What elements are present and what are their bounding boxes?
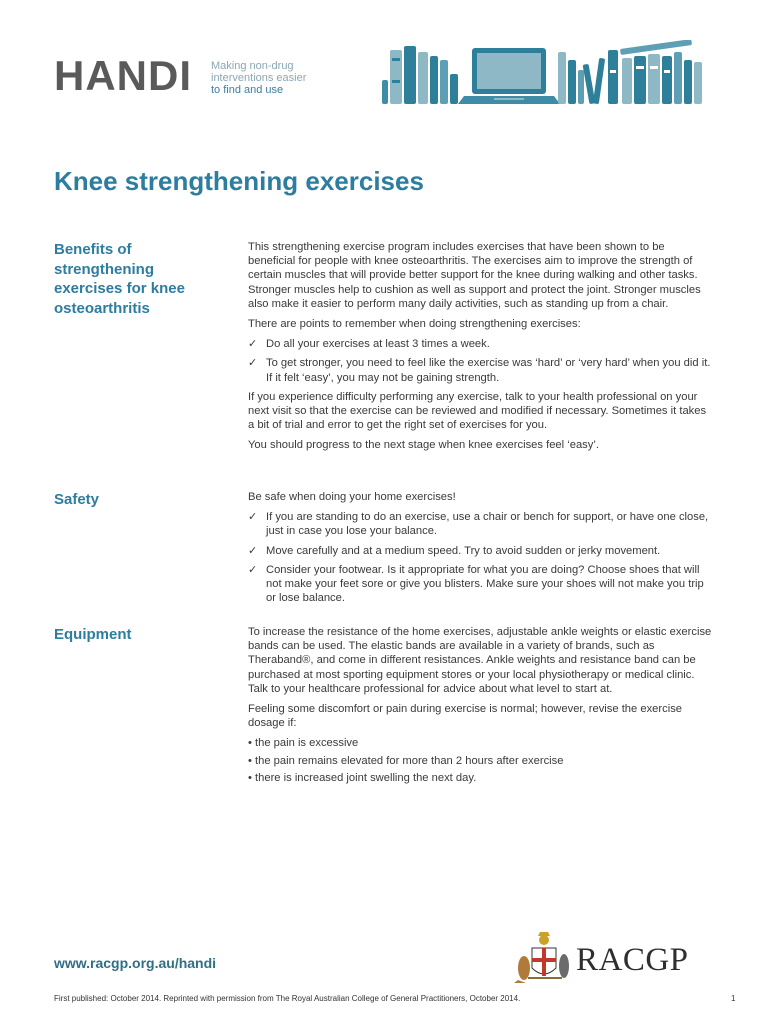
page-number: 1 <box>731 994 736 1003</box>
website-link[interactable]: www.racgp.org.au/handi <box>54 955 217 971</box>
equipment-heading: Equipment <box>54 626 132 643</box>
check-icon: ✓ <box>248 357 258 370</box>
benefits-paragraph-3: If you experience difficulty performing any exercise, talk to your health professional on your next visit so that the exercise can be reviewed and modified if necessary. Sometimes it takes a bit of trial and error to get the right set of exercises for you. <box>248 390 707 432</box>
benefits-paragraph-1: This strengthening exercise program includes exercises that have been shown to be beneficial for people with knee osteoarthritis. The exercises aim to improve the strength of certain muscles that will provide better support for the knee during walking and other tasks. Stronger muscles help to cushion as well as support and protect the joint. Stronger muscles also make it easier to perform many daily activities, such as standing up from a chair. <box>248 241 701 310</box>
tagline-line-3: to find and use <box>211 84 284 96</box>
safety-check-item-1 <box>248 510 714 538</box>
check-item-text: If you are standing to do an exercise, use a chair or bench for support, or have one close, just in case you lose your balance. <box>266 511 709 538</box>
equipment-paragraph-1: To increase the resistance of the home exercises, adjustable ankle weights or elastic exercise bands can be used. The elastic bands are available in a variety of brands, such as Theraband®, and come in different resistances. Ankle weights and resistance band can be purchased at most sporting equipment stores or your local physiotherapy or medical clinic. Talk to your healthcare professional for advice about what level to start at. <box>248 626 712 695</box>
check-item-text: Consider your footwear. Is it appropriate for what you are doing? Choose shoes that will not make your feet sore or give you blisters. Make sure your shoes will not make you trip or lose balance. <box>266 563 704 605</box>
benefits-check-item-2 <box>248 356 714 384</box>
tagline <box>211 60 306 96</box>
page-title: Knee strengthening exercises <box>54 166 424 196</box>
safety-heading: Safety <box>54 491 100 508</box>
equipment-paragraph-2: Feeling some discomfort or pain during exercise is normal; however, revise the exercise dosage if: <box>248 703 683 730</box>
check-icon: ✓ <box>248 563 258 576</box>
handi-logo: HANDI <box>54 52 192 99</box>
equipment-body <box>248 625 714 788</box>
equipment-bullet-2: • the pain remains elevated for more than 2 hours after exercise <box>248 754 564 767</box>
benefits-heading: Benefits of strengthening exercises for knee osteoarthritis <box>54 241 185 317</box>
tagline-line-1: Making non-drug <box>211 60 294 72</box>
equipment-bullet-3: • there is increased joint swelling the next day. <box>248 771 477 784</box>
racgp-logo: RACGP <box>576 942 689 978</box>
benefits-body <box>248 240 714 459</box>
check-item-text: Move carefully and at a medium speed. Try to avoid sudden or jerky movement. <box>266 544 661 557</box>
check-item-text: Do all your exercises at least 3 times a week. <box>266 338 490 351</box>
benefits-paragraph-4: You should progress to the next stage when knee exercises feel ‘easy’. <box>248 439 599 452</box>
safety-check-item-3 <box>248 563 714 606</box>
check-icon: ✓ <box>248 338 258 351</box>
books-and-laptop-illustration-icon <box>378 40 718 108</box>
equipment-bullet-1: • the pain is excessive <box>248 737 359 750</box>
check-item-text: To get stronger, you need to feel like the exercise was ‘hard’ or ‘very hard’ when you did it. If it felt ‘easy’, you may not be gaining strength. <box>266 357 711 384</box>
check-icon: ✓ <box>248 511 258 524</box>
publication-note: First published: October 2014. Reprinted with permission from The Royal Australian College of General Practitioners, October 2014. <box>54 994 521 1003</box>
benefits-check-item-1 <box>248 337 714 351</box>
benefits-paragraph-2: There are points to remember when doing strengthening exercises: <box>248 318 581 331</box>
tagline-line-2: interventions easier <box>211 72 307 84</box>
safety-intro: Be safe when doing your home exercises! <box>248 491 456 503</box>
safety-check-item-2 <box>248 544 714 558</box>
check-icon: ✓ <box>248 544 258 557</box>
safety-body <box>248 490 714 610</box>
